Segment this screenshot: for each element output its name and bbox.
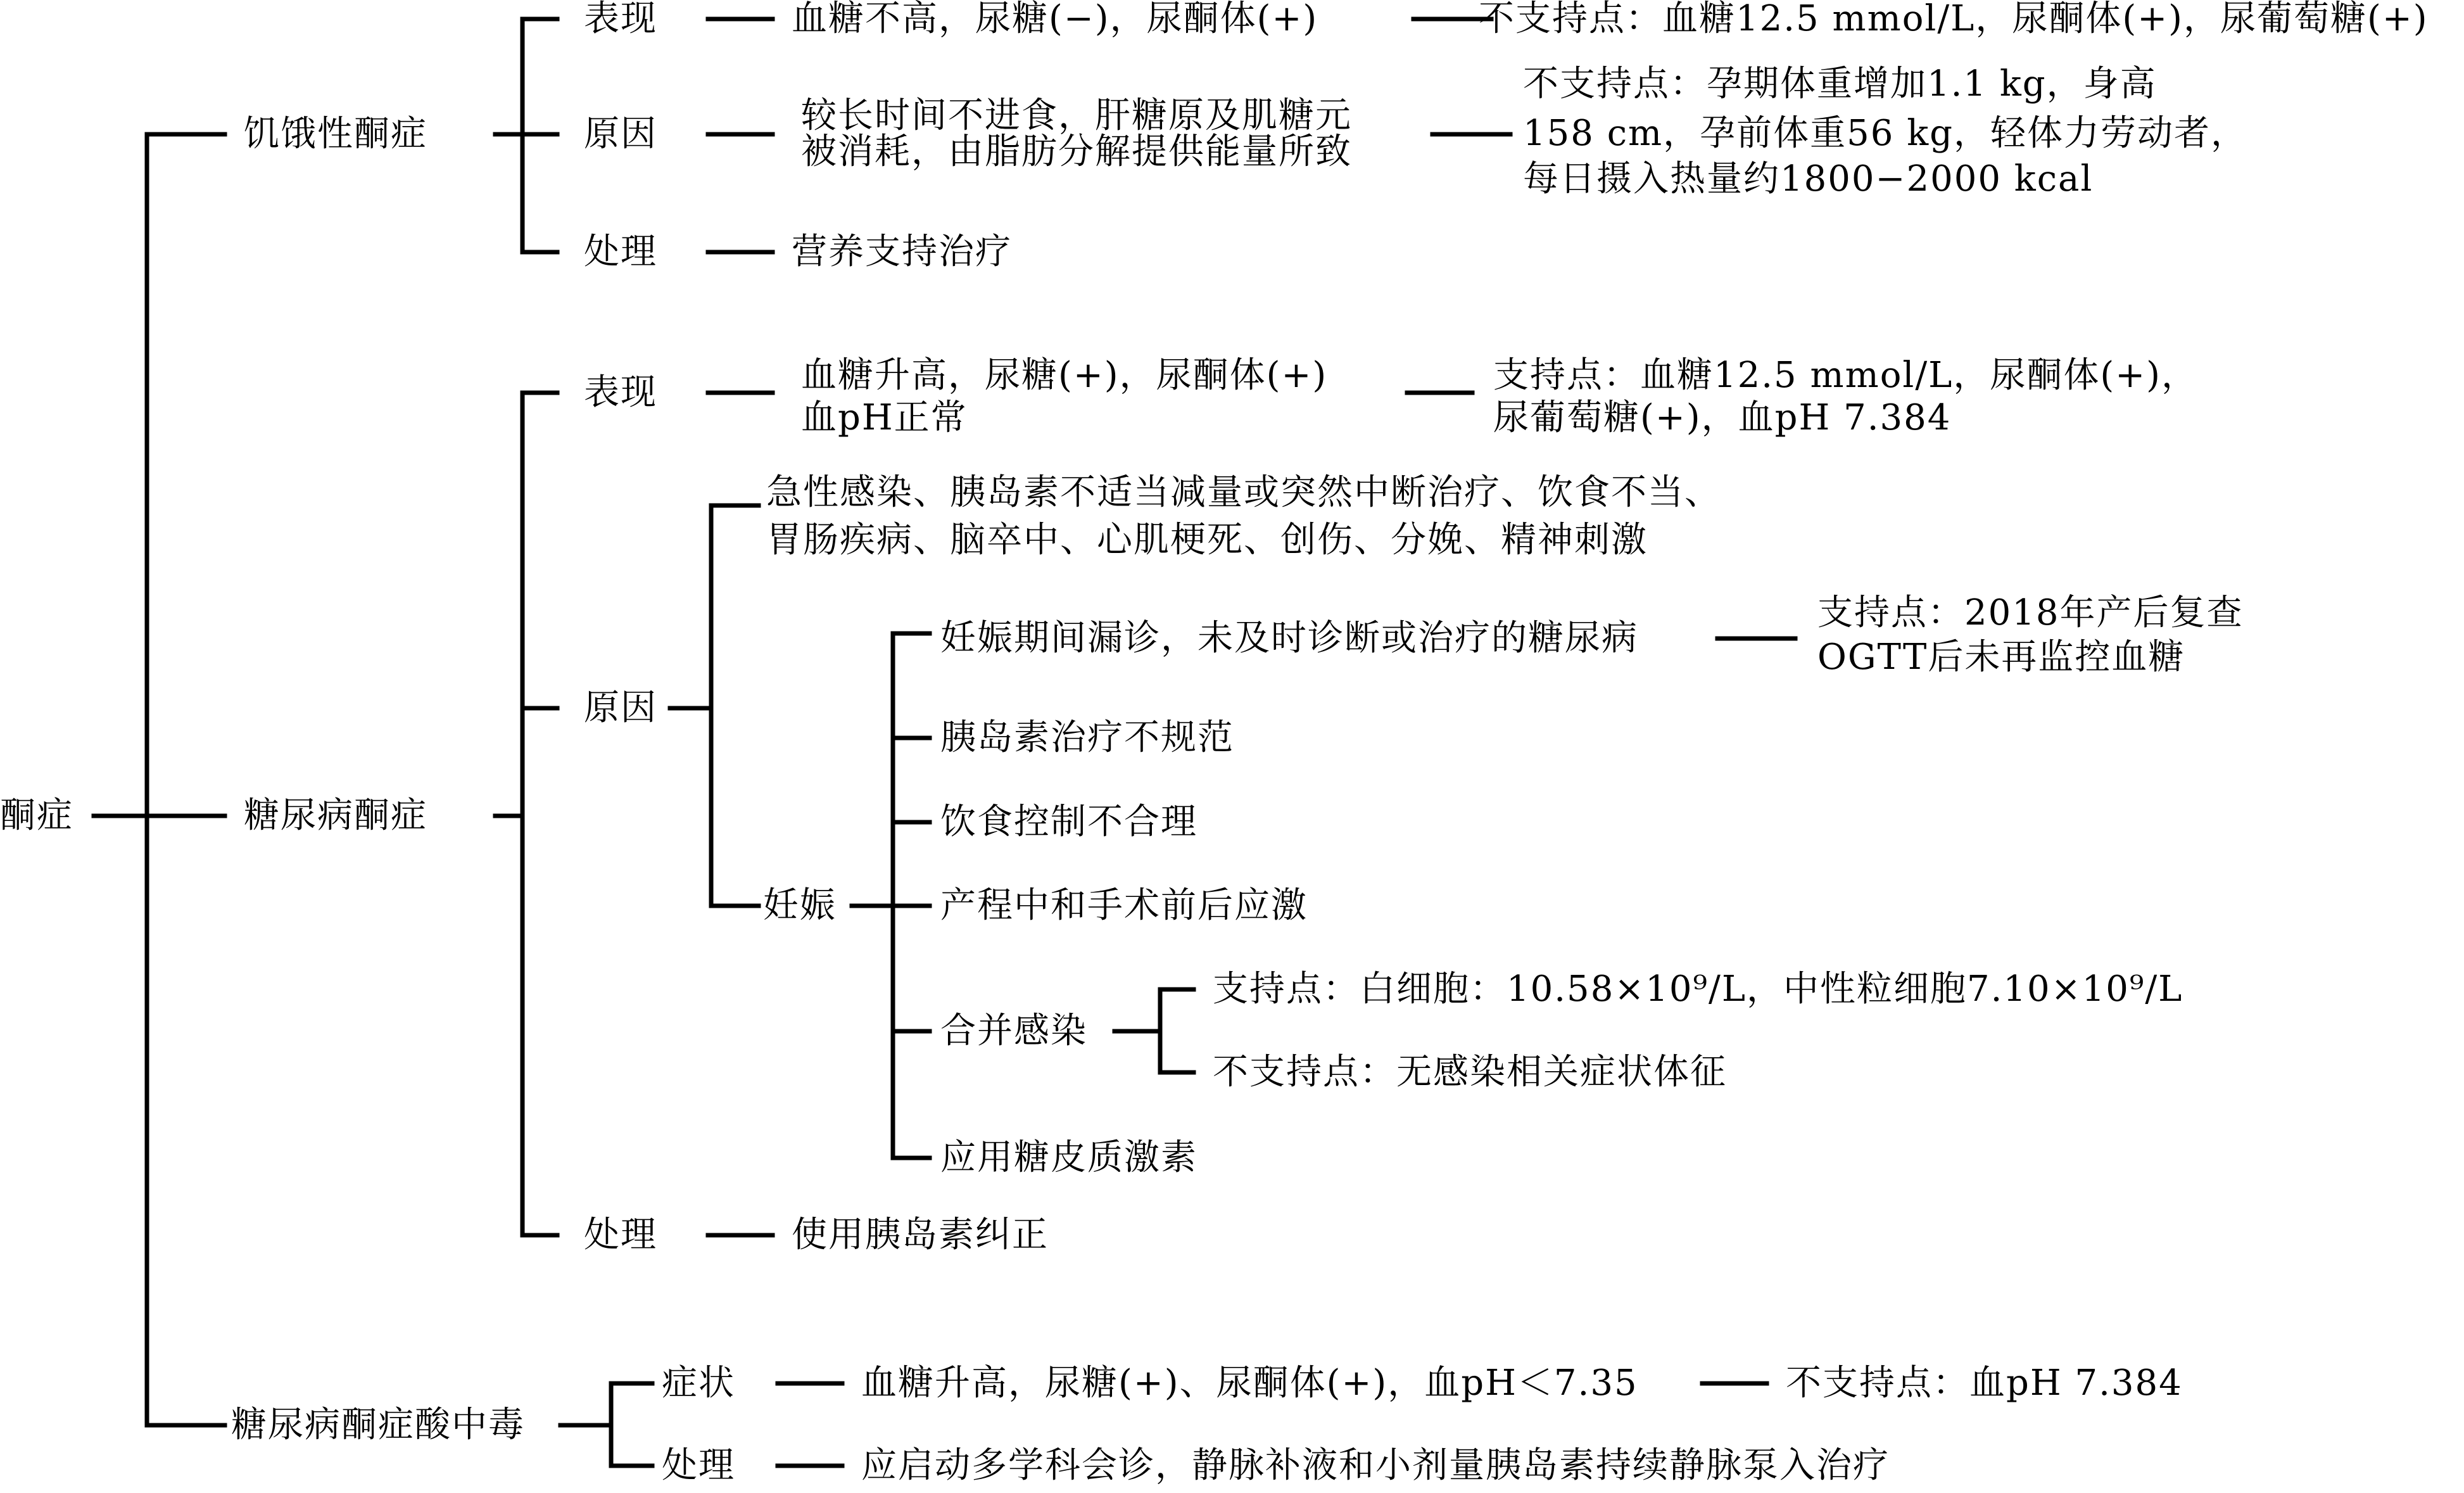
infection-counterpoint: 不支持点：无感染相关症状体征 [1213,1051,1727,1093]
ketoacidosis-treatment-text: 应启动多学科会诊，静脉补液和小剂量胰岛素持续静脉泵入治疗 [861,1445,1890,1486]
diabetic-manifestation-support-line-2: 尿葡萄糖(+)，血pH 7.384 [1493,397,1952,438]
node-diabetic-ketosis: 糖尿病酮症 [244,795,427,836]
pregnancy-missed-diagnosis-support-line-1: 支持点：2018年产后复查 [1817,592,2244,633]
pregnancy-steroid-use: 应用糖皮质激素 [940,1137,1197,1178]
diabetic-treatment-label: 处理 [584,1214,657,1255]
pregnancy-missed-diagnosis-support-line-2: OGTT后未再监控血糖 [1817,637,2185,678]
starvation-manifestation-counterpoint: 不支持点：血糖12.5 mmol/L，尿酮体(+)，尿葡萄糖(+) [1479,0,2429,39]
starvation-treatment-text: 营养支持治疗 [792,231,1012,272]
ketoacidosis-symptom-label: 症状 [662,1363,735,1404]
pregnancy-insulin-irregular: 胰岛素治疗不规范 [940,717,1234,758]
starvation-cause-label: 原因 [584,113,657,155]
starvation-cause-text-line-2: 被消耗，由脂肪分解提供能量所致 [801,131,1352,172]
diabetic-cause-label: 原因 [584,687,657,728]
diabetic-cause-general-line-1: 急性感染、胰岛素不适当减量或突然中断治疗、饮食不当、 [766,472,1721,513]
node-diabetic-ketoacidosis: 糖尿病酮症酸中毒 [231,1404,525,1445]
diabetic-treatment-text: 使用胰岛素纠正 [792,1214,1049,1255]
starvation-cause-text-line-1: 较长时间不进食，肝糖原及肌糖元 [801,95,1352,136]
ketoacidosis-treatment-label: 处理 [662,1445,735,1486]
starvation-treatment-label: 处理 [584,231,657,272]
starvation-cause-counterpoint-line-1: 不支持点：孕期体重增加1.1 kg，身高 [1523,63,2157,105]
starvation-manifestation-text: 血糖不高，尿糖(−)，尿酮体(+) [792,0,1318,39]
diabetic-manifestation-text-line-2: 血pH正常 [801,397,968,438]
starvation-manifestation-label: 表现 [584,0,657,39]
pregnancy-infection-label: 合并感染 [940,1010,1087,1051]
pregnancy-diet-control: 饮食控制不合理 [940,801,1197,842]
ketoacidosis-symptom-counterpoint: 不支持点：血pH 7.384 [1786,1363,2183,1404]
ketoacidosis-symptom-text: 血糖升高，尿糖(+)、尿酮体(+)，血pH＜7.35 [861,1363,1638,1404]
node-starvation-ketosis: 饥饿性酮症 [244,113,427,155]
starvation-cause-counterpoint-line-3: 每日摄入热量约1800−2000 kcal [1523,158,2094,200]
root-node-ketosis: 酮症 [0,795,73,836]
diabetic-manifestation-support-line-1: 支持点：血糖12.5 mmol/L，尿酮体(+)， [1493,355,2198,396]
infection-support-point: 支持点：白细胞：10.58×10⁹/L，中性粒细胞7.10×10⁹/L [1213,969,2183,1010]
diabetic-manifestation-label: 表现 [584,372,657,413]
diabetic-cause-general-line-2: 胃肠疾病、脑卒中、心肌梗死、创伤、分娩、精神刺激 [766,519,1648,561]
diabetic-manifestation-text-line-1: 血糖升高，尿糖(+)，尿酮体(+) [801,355,1328,396]
starvation-cause-counterpoint-line-2: 158 cm，孕前体重56 kg，轻体力劳动者， [1523,113,2247,154]
pregnancy-node-label: 妊娠 [763,885,837,926]
pregnancy-missed-diagnosis-text: 妊娠期间漏诊，未及时诊断或治疗的糖尿病 [940,618,1638,659]
pregnancy-stress: 产程中和手术前后应激 [940,885,1308,926]
